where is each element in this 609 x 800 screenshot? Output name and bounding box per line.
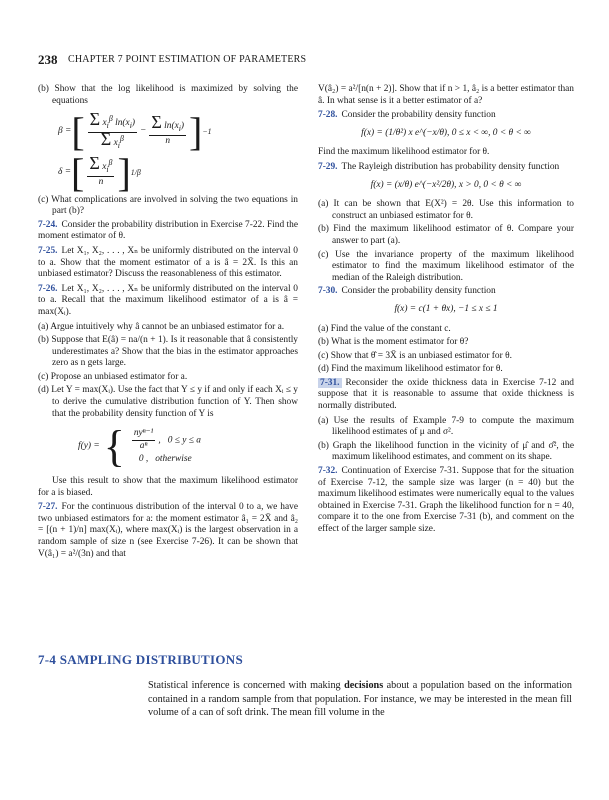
exercise-number-highlighted: 7-31.	[320, 377, 340, 388]
exercise-7-25	[38, 246, 298, 281]
exercise-text: Consider the probability distribution in Exercise 7-22. Find the moment estimator of θ.	[38, 219, 298, 242]
exercise-text: Let X₁, X₂, . . . , Xₙ be uniformly distributed on the interval 0 to a. Recall that the maximum likelihood estimator of a is â = max(Xᵢ).	[38, 283, 298, 317]
delta-equation: δ = [ $\frac{\Sigma x_i^\beta}{n}$ ] 1/β	[58, 149, 141, 195]
exercise-7-31-a: (a) Use the results of Example 7-9 to compute the maximum likelihood estimates of μ and σ².	[318, 415, 574, 438]
fy-condition-2: otherwise	[155, 454, 192, 465]
exercise-7-29	[318, 162, 574, 174]
exercise-number: 7-26.	[38, 283, 58, 294]
exercise-7-29-equation: f(x) = (x/θ) e^(−x²/2θ), x > 0, 0 < θ < ∞	[370, 179, 522, 190]
exercise-number: 7-27.	[38, 502, 58, 513]
exercise-7-27	[38, 502, 298, 560]
exercise-text: Consider the probability density function	[341, 286, 496, 297]
exercise-number: 7-28.	[318, 110, 338, 121]
left-bracket: [	[71, 109, 85, 155]
body-bold-term: decisions	[344, 680, 384, 691]
exercise-7-26	[38, 284, 298, 319]
exercise-7-29-a: (a) It can be shown that E(X²) = 2θ. Use this information to construct an unbiased estimator for θ.	[318, 199, 574, 221]
exercise-7-28-tail: Find the maximum likelihood estimator for θ.	[318, 147, 490, 158]
exercise-7-30-a: (a) Find the value of the constant c.	[318, 323, 451, 334]
page-number: 238	[38, 52, 58, 67]
pdf-of-y: f(y) = { $\frac{\text{nyⁿ⁻¹}}{\text{aⁿ}}$ , 0 ≤ y ≤ a 0 , otherwise	[78, 422, 201, 472]
exercise-number: 7-29.	[318, 161, 338, 172]
section-heading: 7-4 SAMPLING DISTRIBUTIONS	[38, 652, 244, 667]
exercise-7-32	[318, 466, 574, 536]
exercise-7-30-b: (b) What is the moment estimator for θ?	[318, 337, 469, 348]
exercise-7-28	[318, 110, 574, 122]
part-b-intro: (b) Show that the log likelihood is maximized by solving the equations	[38, 84, 298, 106]
exercise-7-30-equation: f(x) = c(1 + θx), −1 ≤ x ≤ 1	[394, 303, 498, 314]
exercise-7-30-c: (c) Show that θ̂ = 3X̄ is an unbiased estimator for θ.	[318, 350, 512, 361]
fy-lhs: f(y) =	[78, 441, 100, 452]
part-c: (c) What complications are involved in solving the two equations in part (b)?	[38, 194, 298, 217]
exercise-text: For the continuous distribution of the interval 0 to a, we have two unbiased estimators for a: the moment estimator â₁ = 2X̄ and â₂ = [(n + 1)/n] max(Xᵢ), where max(Xᵢ) is the largest observation in a random sample of size n (see Exercise 7-26). It can be shown that V(â₁) = a²/(3n) and that	[38, 502, 298, 559]
left-column	[38, 84, 298, 563]
exercise-7-26-c: (c) Propose an unbiased estimator for a.	[38, 371, 188, 382]
fy-zero: 0	[138, 454, 144, 465]
exercise-number: 7-32.	[318, 466, 338, 477]
exercise-text: Consider the probability density function	[341, 110, 496, 121]
exercise-7-24	[38, 220, 298, 243]
exercise-7-26-a: (a) Argue intuitively why â cannot be an unbiased estimator for a.	[38, 321, 285, 332]
delta-fraction: $\frac{\Sigma x_i^\beta}{n}$	[89, 153, 113, 187]
beta-fraction-1: $\frac{\Sigma x_i^\beta \ln(x_i)}{\Sigma x_i^\beta}$	[89, 109, 135, 150]
exercise-7-27-continued: V(â₂) = a²/[n(n + 2)]. Show that if n > 1, â₂ is a better estimator than â. In what sense is it a better estimator of a?	[318, 84, 574, 106]
exercise-7-29-c: (c) Use the invariance property of the maximum likelihood estimator to find the maximum likelihood estimator of the median of the Raleigh distribution.	[318, 249, 574, 283]
exercise-7-31	[318, 378, 574, 413]
exercise-7-30-d: (d) Find the maximum likelihood estimator for θ.	[318, 364, 503, 375]
exercise-number: 7-30.	[318, 286, 338, 297]
exercise-7-26-tail: Use this result to show that the maximum likelihood estimator for a is biased.	[38, 476, 298, 498]
body-text-start: Statistical inference is concerned with making	[148, 680, 345, 691]
exercise-text: Reconsider the oxide thickness data in Exercise 7-12 and suppose that it is reasonable to assume that oxide thickness is normally distributed.	[318, 377, 574, 412]
exercise-text: The Rayleigh distribution has probability density function	[341, 161, 560, 172]
exercise-7-26-d: (d) Let Y = max(Xᵢ). Use the fact that Y ≤ y if and only if each Xᵢ ≤ y to derive the cumulative distribution function of Y. Then show that the probability density function of Y is	[38, 385, 298, 419]
exercise-7-28-equation: f(x) = (1/θ²) x e^(−x/θ), 0 ≤ x < ∞, 0 < θ < ∞	[361, 127, 531, 138]
exercise-7-26-b: (b) Suppose that E(â) = na/(n + 1). Is it reasonable that â consistently underestimates a? Show that the bias in the estimator approaches zero as n gets large.	[38, 335, 298, 369]
exercise-text: Continuation of Exercise 7-31. Suppose that for the situation of Exercise 7-12, the sample size was larger (n = 40) but the maximum likelihood estimates were numerically equal to the values obtained in Exercise 7-31. Graph the likelihood function for n = 40, compare it to the one from Exercise 7-31 (b), and comment on the effect of the larger sample size.	[318, 466, 574, 534]
exercise-number: 7-24.	[38, 219, 58, 230]
exercise-number: 7-25.	[38, 245, 58, 256]
fy-condition-1: 0 ≤ y ≤ a	[167, 435, 201, 446]
exercise-7-30	[318, 286, 574, 298]
beta-lhs: β =	[58, 126, 72, 137]
fy-denominator: aⁿ	[139, 440, 148, 451]
beta-equation: β = [ $\frac{\Sigma x_i^\beta \ln(x_i)}{\Sigma x_i^\beta}$ − $\frac{\Sigma \ln(x_i)}{n}$ ] −1	[58, 109, 212, 155]
exercise-text: Let X₁, X₂, . . . , Xₙ be uniformly distributed on the interval 0 to a. Show that the moment estimator of a is â = 2X̄. Is this an unbiased estimator? Discuss the reasonableness of this estimator.	[38, 245, 298, 280]
fy-numerator: nyⁿ⁻¹	[132, 428, 156, 441]
delta-lhs: δ =	[58, 167, 72, 178]
exercise-7-31-b: (b) Graph the likelihood function in the vicinity of μ̂ and σ̂², the maximum likelihood estimates, and comment on its shape.	[318, 440, 574, 463]
chapter-title: CHAPTER 7 POINT ESTIMATION OF PARAMETERS	[68, 54, 307, 65]
exercise-7-29-b: (b) Find the maximum likelihood estimator of θ. Compare your answer to part (a).	[318, 224, 574, 246]
right-bracket: ]	[189, 109, 203, 155]
beta-fraction-2: $\frac{\Sigma \ln(x_i)}{n}$	[151, 112, 185, 146]
body-text-end: about a population based on the information contained in a random sample from that population. For instance, we may be interested in the mean fill volume of a can of soft drink. The mean fill volume in the	[148, 680, 572, 718]
section-body	[148, 679, 572, 720]
right-column	[318, 84, 574, 539]
